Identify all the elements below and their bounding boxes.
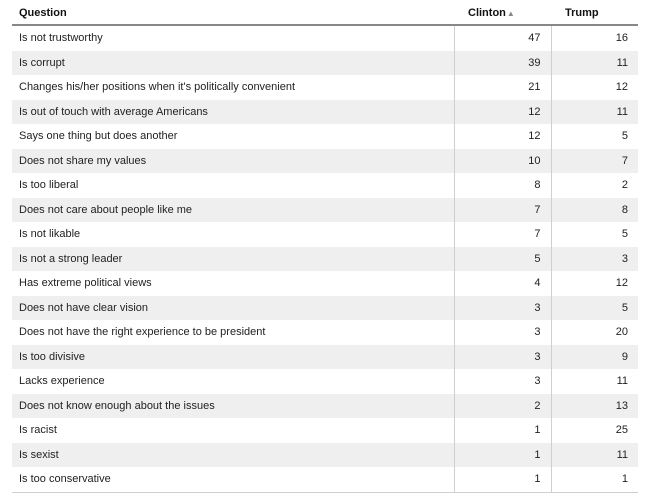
question-cell: Is sexist (12, 443, 454, 468)
table-row (12, 173, 638, 198)
trump-value-cell: 9 (551, 345, 638, 370)
question-cell: Is too conservative (12, 467, 454, 492)
trump-value-cell: 8 (551, 198, 638, 223)
question-cell: Has extreme political views (19, 277, 152, 290)
question-cell: Does not have the right experience to be president (19, 326, 266, 339)
clinton-value-cell: 5 (454, 247, 551, 272)
trump-value-cell: 20 (551, 320, 638, 345)
question-cell: Does not care about people like me (12, 198, 454, 223)
table-row (12, 75, 638, 100)
table-row (12, 222, 638, 247)
table-row (12, 394, 638, 419)
trump-value-cell: 11 (551, 51, 638, 76)
trump-value-cell: 5 (551, 124, 638, 149)
table-row (12, 198, 638, 223)
question-cell: Does not have clear vision (12, 296, 454, 321)
question-cell: Does not know enough about the issues (12, 394, 454, 419)
question-column-header[interactable] (12, 2, 454, 25)
question-cell: Is not a strong leader (12, 247, 454, 272)
table-body (12, 25, 638, 492)
clinton-value-cell: 10 (454, 149, 551, 174)
clinton-value-cell: 7 (454, 198, 551, 223)
clinton-value-cell: 1 (454, 418, 551, 443)
trump-value-cell: 16 (551, 25, 638, 51)
table-row (12, 25, 638, 51)
clinton-header-label: Clinton (468, 7, 506, 19)
question-cell: Is too divisive (12, 345, 454, 370)
table-row (12, 418, 638, 443)
trump-value-cell: 3 (551, 247, 638, 272)
table-row (12, 247, 638, 272)
trump-value-cell: 13 (551, 394, 638, 419)
trump-value-cell: 11 (551, 369, 638, 394)
question-header-label: Question (19, 7, 67, 19)
table-row (12, 467, 638, 492)
trump-column-header[interactable] (551, 2, 638, 25)
table-row (12, 271, 638, 296)
trump-value-cell: 7 (551, 149, 638, 174)
clinton-value-cell: 3 (454, 296, 551, 321)
table-row (12, 320, 638, 345)
clinton-value-cell: 21 (454, 75, 551, 100)
clinton-value-cell: 1 (454, 467, 551, 492)
table-row (12, 443, 638, 468)
clinton-value-cell: 3 (454, 345, 551, 370)
clinton-value-cell: 39 (454, 51, 551, 76)
clinton-value-cell: 12 (454, 124, 551, 149)
trump-header-label: Trump (565, 7, 599, 19)
trump-value-cell: 2 (551, 173, 638, 198)
clinton-value-cell: 7 (454, 222, 551, 247)
trump-value-cell: 12 (551, 75, 638, 100)
trump-value-cell: 5 (551, 222, 638, 247)
table-row (12, 51, 638, 76)
clinton-value-cell: 4 (454, 271, 551, 296)
clinton-column-header[interactable] (454, 2, 551, 25)
trump-value-cell: 11 (551, 100, 638, 125)
table-row (12, 124, 638, 149)
question-cell: Is racist (19, 424, 57, 437)
trump-value-cell: 12 (551, 271, 638, 296)
trump-value-cell: 25 (551, 418, 638, 443)
sort-ascending-icon: ▲ (506, 9, 515, 18)
trump-value-cell: 11 (551, 443, 638, 468)
question-cell: Is out of touch with average Americans (12, 100, 454, 125)
data-table (12, 2, 638, 493)
table-row (12, 100, 638, 125)
question-cell: Is not likable (19, 228, 81, 241)
question-cell: Is corrupt (12, 51, 454, 76)
clinton-value-cell: 12 (454, 100, 551, 125)
clinton-value-cell: 47 (454, 25, 551, 51)
table-row (12, 149, 638, 174)
table-row (12, 369, 638, 394)
trump-value-cell: 5 (551, 296, 638, 321)
clinton-value-cell: 2 (454, 394, 551, 419)
question-cell: Is not trustworthy (19, 32, 103, 45)
question-cell: Lacks experience (19, 375, 105, 388)
trump-value-cell: 1 (551, 467, 638, 492)
header-row (12, 2, 638, 25)
question-cell: Does not share my values (12, 149, 454, 174)
question-cell: Says one thing but does another (19, 130, 178, 143)
table-row (12, 296, 638, 321)
question-cell: Changes his/her positions when it's politically convenient (19, 81, 296, 94)
clinton-value-cell: 8 (454, 173, 551, 198)
clinton-value-cell: 3 (454, 320, 551, 345)
table-row (12, 345, 638, 370)
clinton-value-cell: 3 (454, 369, 551, 394)
question-cell: Is too liberal (19, 179, 79, 192)
clinton-value-cell: 1 (454, 443, 551, 468)
